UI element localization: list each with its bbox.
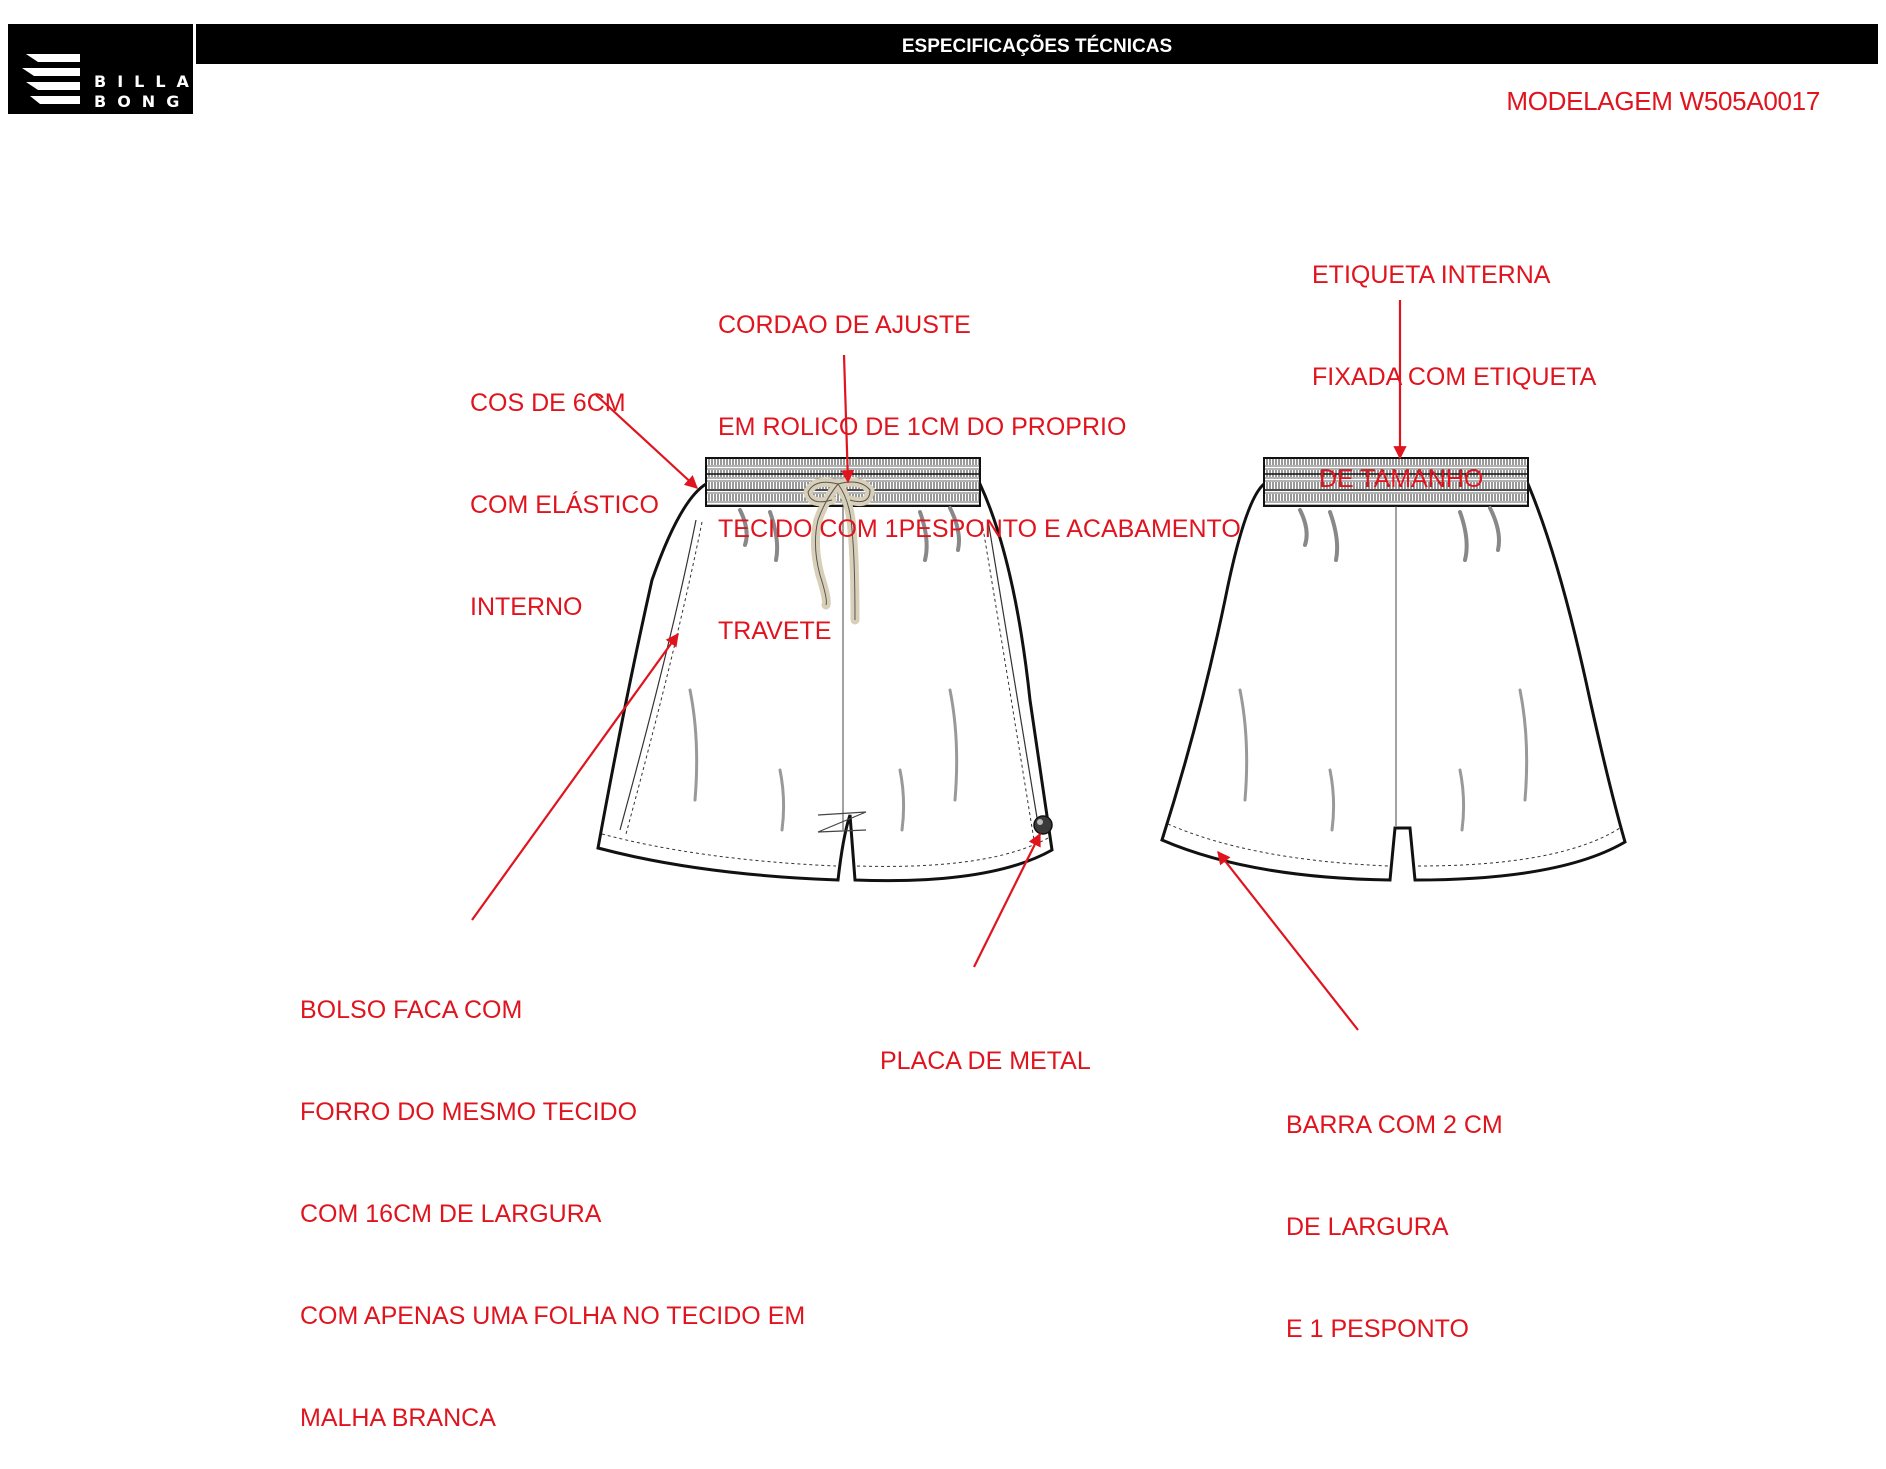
note-line: BOLSO FACA COM (300, 996, 523, 1024)
note-line: FIXADA COM ETIQUETA (1312, 363, 1597, 391)
note-line: E 1 PESPONTO (1286, 1315, 1469, 1343)
note-line: COM APENAS UMA FOLHA NO TECIDO EM (300, 1302, 806, 1330)
note-line: EM ROLICO DE 1CM DO PROPRIO (718, 413, 1127, 441)
note-line: CORDAO DE AJUSTE (718, 311, 971, 339)
note-line: TECIDO COM 1PESPONTO E ACABAMENTO (718, 515, 1241, 543)
note-line: BARRA COM 2 CM (1286, 1111, 1503, 1139)
note-label (1312, 190, 1596, 530)
note-line: DE LARGURA (1286, 1213, 1449, 1241)
note-line: PLACA DE METAL (880, 1047, 1091, 1075)
metal-plate (1034, 816, 1052, 834)
note-line: INTERNO (470, 593, 583, 621)
note-hem (1286, 1040, 1503, 1380)
note-line: DE TAMANHO (1312, 465, 1484, 493)
page-title: ESPECIFICAÇÕES TÉCNICAS (901, 36, 1173, 57)
logo-line-1: BILLA (94, 72, 200, 91)
note-line: FORRO DO MESMO TECIDO (300, 1098, 638, 1126)
note-drawcord (718, 240, 1241, 682)
note-metal-plate (880, 976, 1091, 1112)
logo-line-2: BONG (94, 92, 191, 111)
model-code: MODELAGEM W505A0017 (1506, 86, 1820, 116)
note-line: MALHA BRANCA (300, 1404, 496, 1432)
note-pocket (300, 925, 805, 1469)
note-line: TRAVETE (718, 617, 832, 645)
note-waistband (470, 318, 659, 658)
note-line: COM ELÁSTICO (470, 491, 659, 519)
note-line: COM 16CM DE LARGURA (300, 1200, 602, 1228)
note-line: COS DE 6CM (470, 389, 626, 417)
note-line: ETIQUETA INTERNA (1312, 261, 1551, 289)
